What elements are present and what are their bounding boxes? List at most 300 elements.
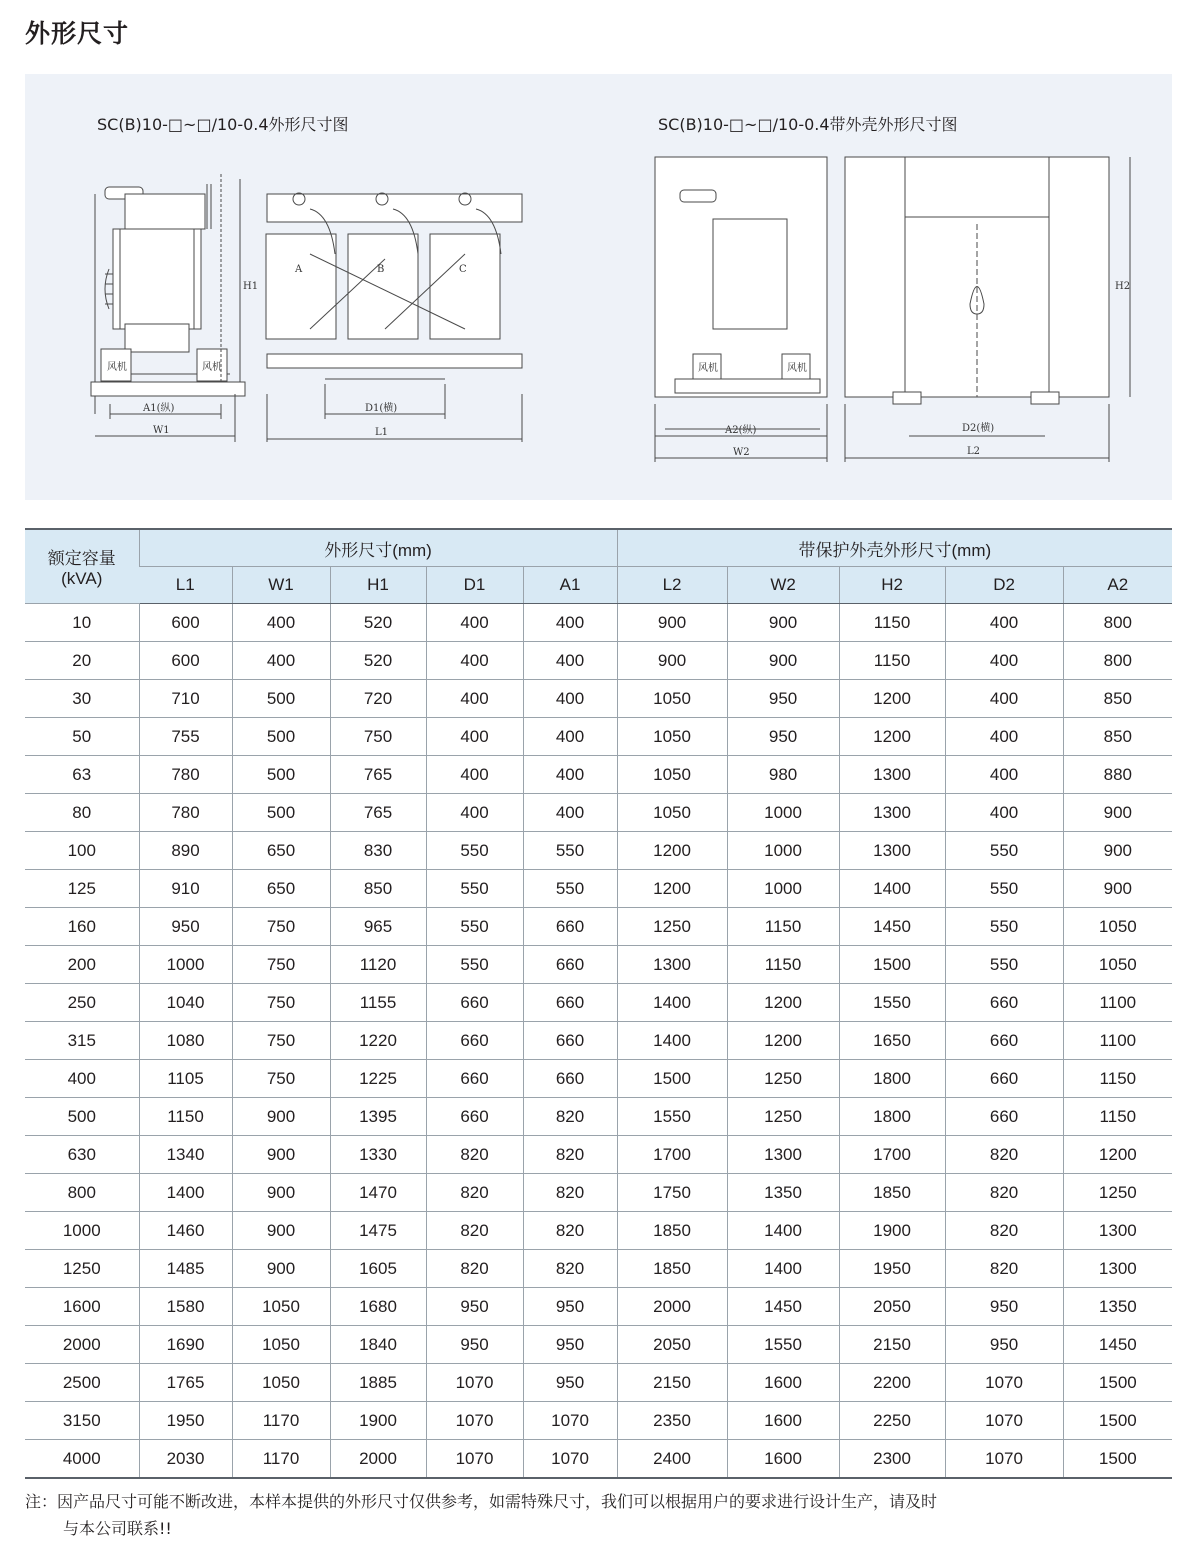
dimension-cell: 1850 bbox=[839, 1174, 945, 1212]
dimension-cell: 400 bbox=[426, 756, 523, 794]
capacity-cell: 1600 bbox=[25, 1288, 139, 1326]
dimension-cell: 850 bbox=[330, 870, 426, 908]
dimension-cell: 1605 bbox=[330, 1250, 426, 1288]
capacity-cell: 2500 bbox=[25, 1364, 139, 1402]
dimension-cell: 900 bbox=[232, 1174, 330, 1212]
terminal-label: B bbox=[377, 264, 385, 275]
dimension-cell: 950 bbox=[523, 1326, 617, 1364]
dimension-cell: 750 bbox=[232, 946, 330, 984]
table-row bbox=[25, 794, 1172, 832]
dimension-cell: 1200 bbox=[839, 718, 945, 756]
dimension-cell: 1170 bbox=[232, 1402, 330, 1440]
table-row bbox=[25, 1022, 1172, 1060]
capacity-cell: 50 bbox=[25, 718, 139, 756]
column-header: H2 bbox=[839, 567, 945, 604]
table-row bbox=[25, 984, 1172, 1022]
dimension-cell: 1100 bbox=[1063, 1022, 1172, 1060]
dimension-cell: 1150 bbox=[839, 604, 945, 642]
h2-label: H2 bbox=[1115, 281, 1131, 292]
table-row bbox=[25, 946, 1172, 984]
dimension-cell: 400 bbox=[426, 642, 523, 680]
dimension-cell: 400 bbox=[426, 604, 523, 642]
terminal-label: C bbox=[459, 264, 467, 275]
dimension-cell: 1170 bbox=[232, 1440, 330, 1479]
dimension-cell: 550 bbox=[426, 832, 523, 870]
dimension-cell: 950 bbox=[727, 680, 839, 718]
dimension-cell: 1850 bbox=[617, 1212, 727, 1250]
dimension-cell: 1800 bbox=[839, 1098, 945, 1136]
dimension-cell: 660 bbox=[426, 1022, 523, 1060]
enclosure-side-drawing bbox=[655, 157, 827, 462]
dimension-cell: 660 bbox=[426, 1098, 523, 1136]
dimension-cell: 400 bbox=[523, 718, 617, 756]
dimension-cell: 1220 bbox=[330, 1022, 426, 1060]
right-diagram-caption: SC(B)10-□~□/10-0.4带外壳外形尺寸图 bbox=[658, 115, 958, 134]
dimension-cell: 1400 bbox=[617, 1022, 727, 1060]
dimension-cell: 2350 bbox=[617, 1402, 727, 1440]
table-row bbox=[25, 1402, 1172, 1440]
side-view-drawing bbox=[91, 174, 245, 442]
column-header: W1 bbox=[232, 567, 330, 604]
dimension-cell: 500 bbox=[232, 680, 330, 718]
dimension-cell: 830 bbox=[330, 832, 426, 870]
dimension-cell: 400 bbox=[945, 794, 1063, 832]
dimension-cell: 950 bbox=[945, 1288, 1063, 1326]
table-row bbox=[25, 756, 1172, 794]
dimension-cell: 400 bbox=[945, 756, 1063, 794]
fan-label: 风机 bbox=[787, 363, 807, 374]
table-row bbox=[25, 1250, 1172, 1288]
dimension-cell: 400 bbox=[523, 794, 617, 832]
dimension-cell: 910 bbox=[139, 870, 232, 908]
terminal-label: A bbox=[295, 264, 303, 275]
capacity-cell: 250 bbox=[25, 984, 139, 1022]
table-row bbox=[25, 680, 1172, 718]
dimension-cell: 1395 bbox=[330, 1098, 426, 1136]
dimension-cell: 1885 bbox=[330, 1364, 426, 1402]
dimension-cell: 720 bbox=[330, 680, 426, 718]
footnote bbox=[25, 1488, 1175, 1542]
diagram-panel bbox=[25, 74, 1172, 500]
dimension-cell: 2400 bbox=[617, 1440, 727, 1479]
dimension-cell: 1300 bbox=[839, 794, 945, 832]
dimensions-group-header: 外形尺寸(mm) bbox=[139, 529, 617, 567]
capacity-cell: 315 bbox=[25, 1022, 139, 1060]
column-header: L1 bbox=[139, 567, 232, 604]
dimension-cell: 660 bbox=[945, 1022, 1063, 1060]
dimension-cell: 1070 bbox=[945, 1364, 1063, 1402]
dimension-cell: 520 bbox=[330, 604, 426, 642]
dimension-cell: 820 bbox=[945, 1212, 1063, 1250]
table-row bbox=[25, 1060, 1172, 1098]
dimension-cell: 1450 bbox=[839, 908, 945, 946]
dimension-cell: 1200 bbox=[727, 1022, 839, 1060]
dimension-cell: 710 bbox=[139, 680, 232, 718]
dimension-cell: 1040 bbox=[139, 984, 232, 1022]
dimension-cell: 1750 bbox=[617, 1174, 727, 1212]
dimension-cell: 780 bbox=[139, 794, 232, 832]
capacity-cell: 30 bbox=[25, 680, 139, 718]
dimension-cell: 400 bbox=[232, 604, 330, 642]
l1-label: L1 bbox=[375, 427, 389, 438]
dimension-cell: 2050 bbox=[617, 1326, 727, 1364]
dimension-cell: 660 bbox=[426, 1060, 523, 1098]
capacity-cell: 800 bbox=[25, 1174, 139, 1212]
dimension-cell: 1450 bbox=[1063, 1326, 1172, 1364]
dimension-cell: 1200 bbox=[617, 832, 727, 870]
dimension-cell: 1700 bbox=[617, 1136, 727, 1174]
column-header: W2 bbox=[727, 567, 839, 604]
dimension-cell: 900 bbox=[1063, 832, 1172, 870]
dimension-cell: 980 bbox=[727, 756, 839, 794]
dimension-cell: 400 bbox=[945, 718, 1063, 756]
table-row bbox=[25, 832, 1172, 870]
fan-label: 风机 bbox=[107, 362, 127, 373]
dimension-cell: 500 bbox=[232, 794, 330, 832]
dimension-cell: 650 bbox=[232, 870, 330, 908]
dimension-cell: 400 bbox=[945, 680, 1063, 718]
dimension-cell: 750 bbox=[232, 908, 330, 946]
dimension-cell: 1250 bbox=[617, 908, 727, 946]
dimension-cell: 660 bbox=[426, 984, 523, 1022]
dimension-cell: 1070 bbox=[426, 1402, 523, 1440]
dimension-cell: 2200 bbox=[839, 1364, 945, 1402]
dimension-cell: 1200 bbox=[727, 984, 839, 1022]
table-group-header-row bbox=[25, 529, 1172, 567]
dimension-cell: 800 bbox=[1063, 642, 1172, 680]
dimension-cell: 900 bbox=[727, 604, 839, 642]
dimension-cell: 1350 bbox=[1063, 1288, 1172, 1326]
enclosure-front-drawing bbox=[845, 157, 1130, 462]
dimension-cell: 1000 bbox=[727, 870, 839, 908]
capacity-cell: 1250 bbox=[25, 1250, 139, 1288]
dimension-cell: 1000 bbox=[727, 832, 839, 870]
dimension-cell: 820 bbox=[523, 1212, 617, 1250]
dimension-cell: 1250 bbox=[727, 1098, 839, 1136]
dimension-cell: 2050 bbox=[839, 1288, 945, 1326]
dimension-cell: 1150 bbox=[1063, 1060, 1172, 1098]
l2-label: L2 bbox=[967, 446, 981, 457]
dimension-cell: 1900 bbox=[839, 1212, 945, 1250]
a2-label: A2(纵) bbox=[725, 425, 757, 436]
dimension-cell: 1250 bbox=[727, 1060, 839, 1098]
dimension-cell: 2150 bbox=[617, 1364, 727, 1402]
dimension-cell: 1950 bbox=[839, 1250, 945, 1288]
dimension-cell: 1150 bbox=[139, 1098, 232, 1136]
dimension-cell: 1000 bbox=[139, 946, 232, 984]
dimension-cell: 1330 bbox=[330, 1136, 426, 1174]
dimension-cell: 1070 bbox=[523, 1402, 617, 1440]
table-row bbox=[25, 908, 1172, 946]
column-header: D2 bbox=[945, 567, 1063, 604]
dimension-cell: 900 bbox=[1063, 794, 1172, 832]
dimension-cell: 1475 bbox=[330, 1212, 426, 1250]
dimension-cell: 1500 bbox=[617, 1060, 727, 1098]
dimension-cell: 2000 bbox=[330, 1440, 426, 1479]
dimension-cell: 750 bbox=[232, 984, 330, 1022]
dimension-cell: 1400 bbox=[839, 870, 945, 908]
dimension-cell: 900 bbox=[232, 1136, 330, 1174]
dimension-cell: 750 bbox=[232, 1060, 330, 1098]
dimension-cell: 1950 bbox=[139, 1402, 232, 1440]
dimension-cell: 755 bbox=[139, 718, 232, 756]
dimension-cell: 1200 bbox=[617, 870, 727, 908]
dimension-cell: 1150 bbox=[727, 908, 839, 946]
capacity-cell: 125 bbox=[25, 870, 139, 908]
table-row bbox=[25, 1098, 1172, 1136]
dimension-cell: 1550 bbox=[617, 1098, 727, 1136]
table-row bbox=[25, 1364, 1172, 1402]
dimension-cell: 400 bbox=[523, 680, 617, 718]
dimension-cell: 900 bbox=[617, 604, 727, 642]
dimension-cell: 1460 bbox=[139, 1212, 232, 1250]
dimension-cell: 600 bbox=[139, 642, 232, 680]
dimension-table bbox=[25, 528, 1172, 1479]
dimension-cell: 750 bbox=[330, 718, 426, 756]
dimension-cell: 400 bbox=[426, 718, 523, 756]
a1-label: A1(纵) bbox=[143, 403, 175, 414]
capacity-cell: 1000 bbox=[25, 1212, 139, 1250]
capacity-cell: 400 bbox=[25, 1060, 139, 1098]
capacity-cell: 630 bbox=[25, 1136, 139, 1174]
dimension-cell: 800 bbox=[1063, 604, 1172, 642]
dimension-cell: 400 bbox=[232, 642, 330, 680]
dimension-cell: 965 bbox=[330, 908, 426, 946]
dimension-cell: 900 bbox=[617, 642, 727, 680]
dimension-cell: 1050 bbox=[232, 1364, 330, 1402]
dimension-cell: 900 bbox=[232, 1212, 330, 1250]
dimension-cell: 1765 bbox=[139, 1364, 232, 1402]
dimension-cell: 1070 bbox=[426, 1440, 523, 1479]
w2-label: W2 bbox=[733, 447, 750, 458]
page-title: 外形尺寸 bbox=[25, 19, 130, 48]
table-row bbox=[25, 1326, 1172, 1364]
capacity-cell: 3150 bbox=[25, 1402, 139, 1440]
dimension-cell: 780 bbox=[139, 756, 232, 794]
dimension-cell: 660 bbox=[523, 1060, 617, 1098]
dimension-cell: 950 bbox=[945, 1326, 1063, 1364]
dimension-cell: 900 bbox=[232, 1098, 330, 1136]
dimension-cell: 950 bbox=[139, 908, 232, 946]
dimension-cell: 1200 bbox=[1063, 1136, 1172, 1174]
column-header: H1 bbox=[330, 567, 426, 604]
dimension-cell: 1550 bbox=[839, 984, 945, 1022]
capacity-cell: 63 bbox=[25, 756, 139, 794]
dimension-cell: 1200 bbox=[839, 680, 945, 718]
dimension-cell: 950 bbox=[523, 1288, 617, 1326]
dimension-cell: 1400 bbox=[617, 984, 727, 1022]
dimension-cell: 1050 bbox=[232, 1288, 330, 1326]
dimension-cell: 950 bbox=[727, 718, 839, 756]
dimension-cell: 600 bbox=[139, 604, 232, 642]
rated-capacity-header: 额定容量 (kVA) bbox=[25, 529, 139, 604]
dimension-cell: 1100 bbox=[1063, 984, 1172, 1022]
dimension-cell: 1550 bbox=[727, 1326, 839, 1364]
dimension-cell: 550 bbox=[523, 832, 617, 870]
dimension-cell: 1500 bbox=[839, 946, 945, 984]
dimension-cell: 1050 bbox=[232, 1326, 330, 1364]
dimension-cell: 1350 bbox=[727, 1174, 839, 1212]
dimension-drawings bbox=[25, 74, 1172, 500]
dimension-cell: 1070 bbox=[523, 1440, 617, 1479]
dimension-cell: 1080 bbox=[139, 1022, 232, 1060]
table-row bbox=[25, 604, 1172, 642]
fan-label: 风机 bbox=[202, 362, 222, 373]
capacity-cell: 20 bbox=[25, 642, 139, 680]
capacity-cell: 4000 bbox=[25, 1440, 139, 1479]
dimension-cell: 1700 bbox=[839, 1136, 945, 1174]
dimension-cell: 820 bbox=[945, 1250, 1063, 1288]
dimension-cell: 1340 bbox=[139, 1136, 232, 1174]
footnote-line: 与本公司联系!! bbox=[63, 1519, 172, 1538]
dimension-cell: 1120 bbox=[330, 946, 426, 984]
dimension-cell: 820 bbox=[426, 1174, 523, 1212]
dimension-cell: 550 bbox=[945, 908, 1063, 946]
dimension-cell: 765 bbox=[330, 794, 426, 832]
dimension-cell: 1300 bbox=[839, 832, 945, 870]
dimension-cell: 950 bbox=[426, 1288, 523, 1326]
dimension-cell: 550 bbox=[945, 946, 1063, 984]
d1-label: D1(横) bbox=[365, 403, 398, 414]
dimension-cell: 1105 bbox=[139, 1060, 232, 1098]
dimension-cell: 820 bbox=[945, 1136, 1063, 1174]
dimension-cell: 1400 bbox=[727, 1250, 839, 1288]
dimension-cell: 2150 bbox=[839, 1326, 945, 1364]
table-row bbox=[25, 1136, 1172, 1174]
dimension-cell: 550 bbox=[945, 832, 1063, 870]
capacity-cell: 500 bbox=[25, 1098, 139, 1136]
dimension-cell: 1225 bbox=[330, 1060, 426, 1098]
dimension-cell: 400 bbox=[945, 604, 1063, 642]
dimension-cell: 550 bbox=[945, 870, 1063, 908]
dimension-cell: 820 bbox=[426, 1136, 523, 1174]
dimension-cell: 890 bbox=[139, 832, 232, 870]
table-row bbox=[25, 870, 1172, 908]
dimension-cell: 820 bbox=[945, 1174, 1063, 1212]
d2-label: D2(横) bbox=[962, 423, 995, 434]
dimension-cell: 1850 bbox=[617, 1250, 727, 1288]
dimension-cell: 660 bbox=[945, 1060, 1063, 1098]
capacity-cell: 80 bbox=[25, 794, 139, 832]
dimension-cell: 1250 bbox=[1063, 1174, 1172, 1212]
dimension-cell: 2030 bbox=[139, 1440, 232, 1479]
dimension-cell: 1500 bbox=[1063, 1364, 1172, 1402]
capacity-cell: 200 bbox=[25, 946, 139, 984]
dimension-cell: 1500 bbox=[1063, 1440, 1172, 1479]
dimension-cell: 660 bbox=[523, 946, 617, 984]
dimension-cell: 1070 bbox=[945, 1402, 1063, 1440]
table-column-header-row bbox=[25, 567, 1172, 604]
dimension-cell: 1680 bbox=[330, 1288, 426, 1326]
dimension-cell: 1900 bbox=[330, 1402, 426, 1440]
dimension-cell: 1600 bbox=[727, 1364, 839, 1402]
dimension-cell: 400 bbox=[426, 680, 523, 718]
dimension-cell: 1650 bbox=[839, 1022, 945, 1060]
dimension-cell: 900 bbox=[1063, 870, 1172, 908]
dimension-cell: 2300 bbox=[839, 1440, 945, 1479]
dimension-cell: 1070 bbox=[426, 1364, 523, 1402]
dimension-cell: 820 bbox=[523, 1136, 617, 1174]
w1-label: W1 bbox=[153, 425, 170, 436]
dimension-cell: 880 bbox=[1063, 756, 1172, 794]
column-header: L2 bbox=[617, 567, 727, 604]
table-row bbox=[25, 1212, 1172, 1250]
dimension-cell: 660 bbox=[523, 984, 617, 1022]
dimension-cell: 1500 bbox=[1063, 1402, 1172, 1440]
dimension-cell: 1050 bbox=[617, 756, 727, 794]
column-header: A1 bbox=[523, 567, 617, 604]
dimension-cell: 950 bbox=[426, 1326, 523, 1364]
dimension-cell: 1155 bbox=[330, 984, 426, 1022]
footnote-line: 注：因产品尺寸可能不断改进，本样本提供的外形尺寸仅供参考，如需特殊尺寸，我们可以根据用户的要求进行设计生产，请及时 bbox=[25, 1492, 938, 1511]
dimension-cell: 1300 bbox=[727, 1136, 839, 1174]
dimension-cell: 1300 bbox=[617, 946, 727, 984]
dimension-cell: 1450 bbox=[727, 1288, 839, 1326]
table-row bbox=[25, 1174, 1172, 1212]
dimension-cell: 1150 bbox=[839, 642, 945, 680]
dimension-cell: 1070 bbox=[945, 1440, 1063, 1479]
dimension-cell: 1800 bbox=[839, 1060, 945, 1098]
dimension-cell: 400 bbox=[523, 604, 617, 642]
dimension-cell: 650 bbox=[232, 832, 330, 870]
column-header: D1 bbox=[426, 567, 523, 604]
dimension-cell: 1470 bbox=[330, 1174, 426, 1212]
table-row bbox=[25, 642, 1172, 680]
dimension-cell: 400 bbox=[945, 642, 1063, 680]
dimension-cell: 400 bbox=[523, 756, 617, 794]
dimension-cell: 550 bbox=[426, 946, 523, 984]
dimension-cell: 660 bbox=[945, 1098, 1063, 1136]
column-header: A2 bbox=[1063, 567, 1172, 604]
dimension-cell: 550 bbox=[523, 870, 617, 908]
dimension-cell: 850 bbox=[1063, 718, 1172, 756]
dimension-cell: 1400 bbox=[139, 1174, 232, 1212]
dimension-cell: 1050 bbox=[617, 794, 727, 832]
dimension-cell: 950 bbox=[523, 1364, 617, 1402]
fan-label: 风机 bbox=[698, 363, 718, 374]
dimension-cell: 820 bbox=[523, 1098, 617, 1136]
dimension-cell: 660 bbox=[523, 1022, 617, 1060]
dimension-cell: 1050 bbox=[617, 718, 727, 756]
dimension-cell: 1000 bbox=[727, 794, 839, 832]
capacity-cell: 2000 bbox=[25, 1326, 139, 1364]
dimension-cell: 850 bbox=[1063, 680, 1172, 718]
capacity-cell: 10 bbox=[25, 604, 139, 642]
table-row bbox=[25, 718, 1172, 756]
dimension-cell: 1600 bbox=[727, 1440, 839, 1479]
dimension-cell: 500 bbox=[232, 756, 330, 794]
capacity-cell: 100 bbox=[25, 832, 139, 870]
dimension-cell: 820 bbox=[426, 1212, 523, 1250]
capacity-cell: 160 bbox=[25, 908, 139, 946]
dimension-cell: 820 bbox=[523, 1250, 617, 1288]
dimension-cell: 1600 bbox=[727, 1402, 839, 1440]
dimension-cell: 660 bbox=[523, 908, 617, 946]
dimension-cell: 900 bbox=[232, 1250, 330, 1288]
dimension-cell: 1580 bbox=[139, 1288, 232, 1326]
dimension-cell: 1050 bbox=[617, 680, 727, 718]
dimension-cell: 820 bbox=[426, 1250, 523, 1288]
dimension-cell: 1150 bbox=[727, 946, 839, 984]
table-row bbox=[25, 1440, 1172, 1479]
dimension-cell: 660 bbox=[945, 984, 1063, 1022]
dimension-cell: 1300 bbox=[1063, 1250, 1172, 1288]
table-row bbox=[25, 1288, 1172, 1326]
dimension-cell: 400 bbox=[426, 794, 523, 832]
dimension-cell: 550 bbox=[426, 908, 523, 946]
dimension-cell: 900 bbox=[727, 642, 839, 680]
dimension-cell: 1300 bbox=[1063, 1212, 1172, 1250]
